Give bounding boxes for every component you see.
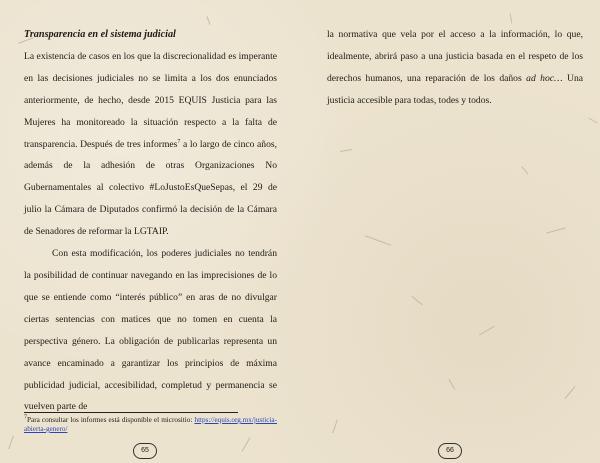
section-heading: Transparencia en el sistema judicial [24, 29, 176, 40]
paragraph-2: Con esta modificación, los poderes judiciales no tendrán la posibilidad de continuar navegando en las imprecisiones de lo que se entiende como “interés público” en aras de no divulgar ciertas sentencias con matices que no tomen en cuenta la perspectiva género. La obligación de publicarlas representa un avance encaminado a garantizar los principios de máxima publicidad judicial, accesibilidad, completud y permanencia se vuelven parte de [24, 248, 277, 413]
footnote-number: 7 [24, 414, 27, 421]
paragraph-1-text: La existencia de casos en los que la discrecionalidad es imperante en las decisiones judiciales no se limita a los dos enunciados anteriormente, de hecho, desde 2015 EQUIS Justicia para las Mujeres ha monitoreado la situación respecto a la falta de transparencia. Después de tres informes [24, 50, 277, 150]
paragraph-continuation [327, 24, 583, 112]
continuation-text: la normativa que vela por el acceso a la información, lo que, idealmente, abrirá paso a una justicia basada en el respeto de los derechos humanos, una reparación de los daños [327, 29, 583, 84]
footnote-marker: 7 [177, 138, 181, 145]
footnote-link[interactable]: https://equis.org.mx/justicia-abierta-genero/ [24, 416, 277, 433]
italic-phrase: ad hoc… [526, 72, 563, 84]
page-number-right: 66 [438, 443, 462, 459]
page-number-left: 65 [133, 443, 157, 459]
footnote [24, 416, 277, 434]
paragraph-1-text-cont: a lo largo de cinco años, además de la adhesión de otras Organizaciones No Gubernamentales al colectivo #LoJustoEsQueSepas, el 29 de julio la Cámara de Diputados confirmó la decisión de la Cámara de Senadores de reformar la LGTAIP. [24, 138, 277, 238]
right-page-body [327, 24, 583, 112]
left-page-body [24, 24, 277, 418]
paragraph-1 [24, 46, 277, 243]
right-page [300, 0, 600, 463]
continuation-text-end: Una justicia accesible para todas, todes y todos. [327, 72, 583, 106]
footnote-divider [24, 412, 238, 413]
footnote-text: Para consultar los informes está disponible el micrositio: [27, 416, 195, 424]
